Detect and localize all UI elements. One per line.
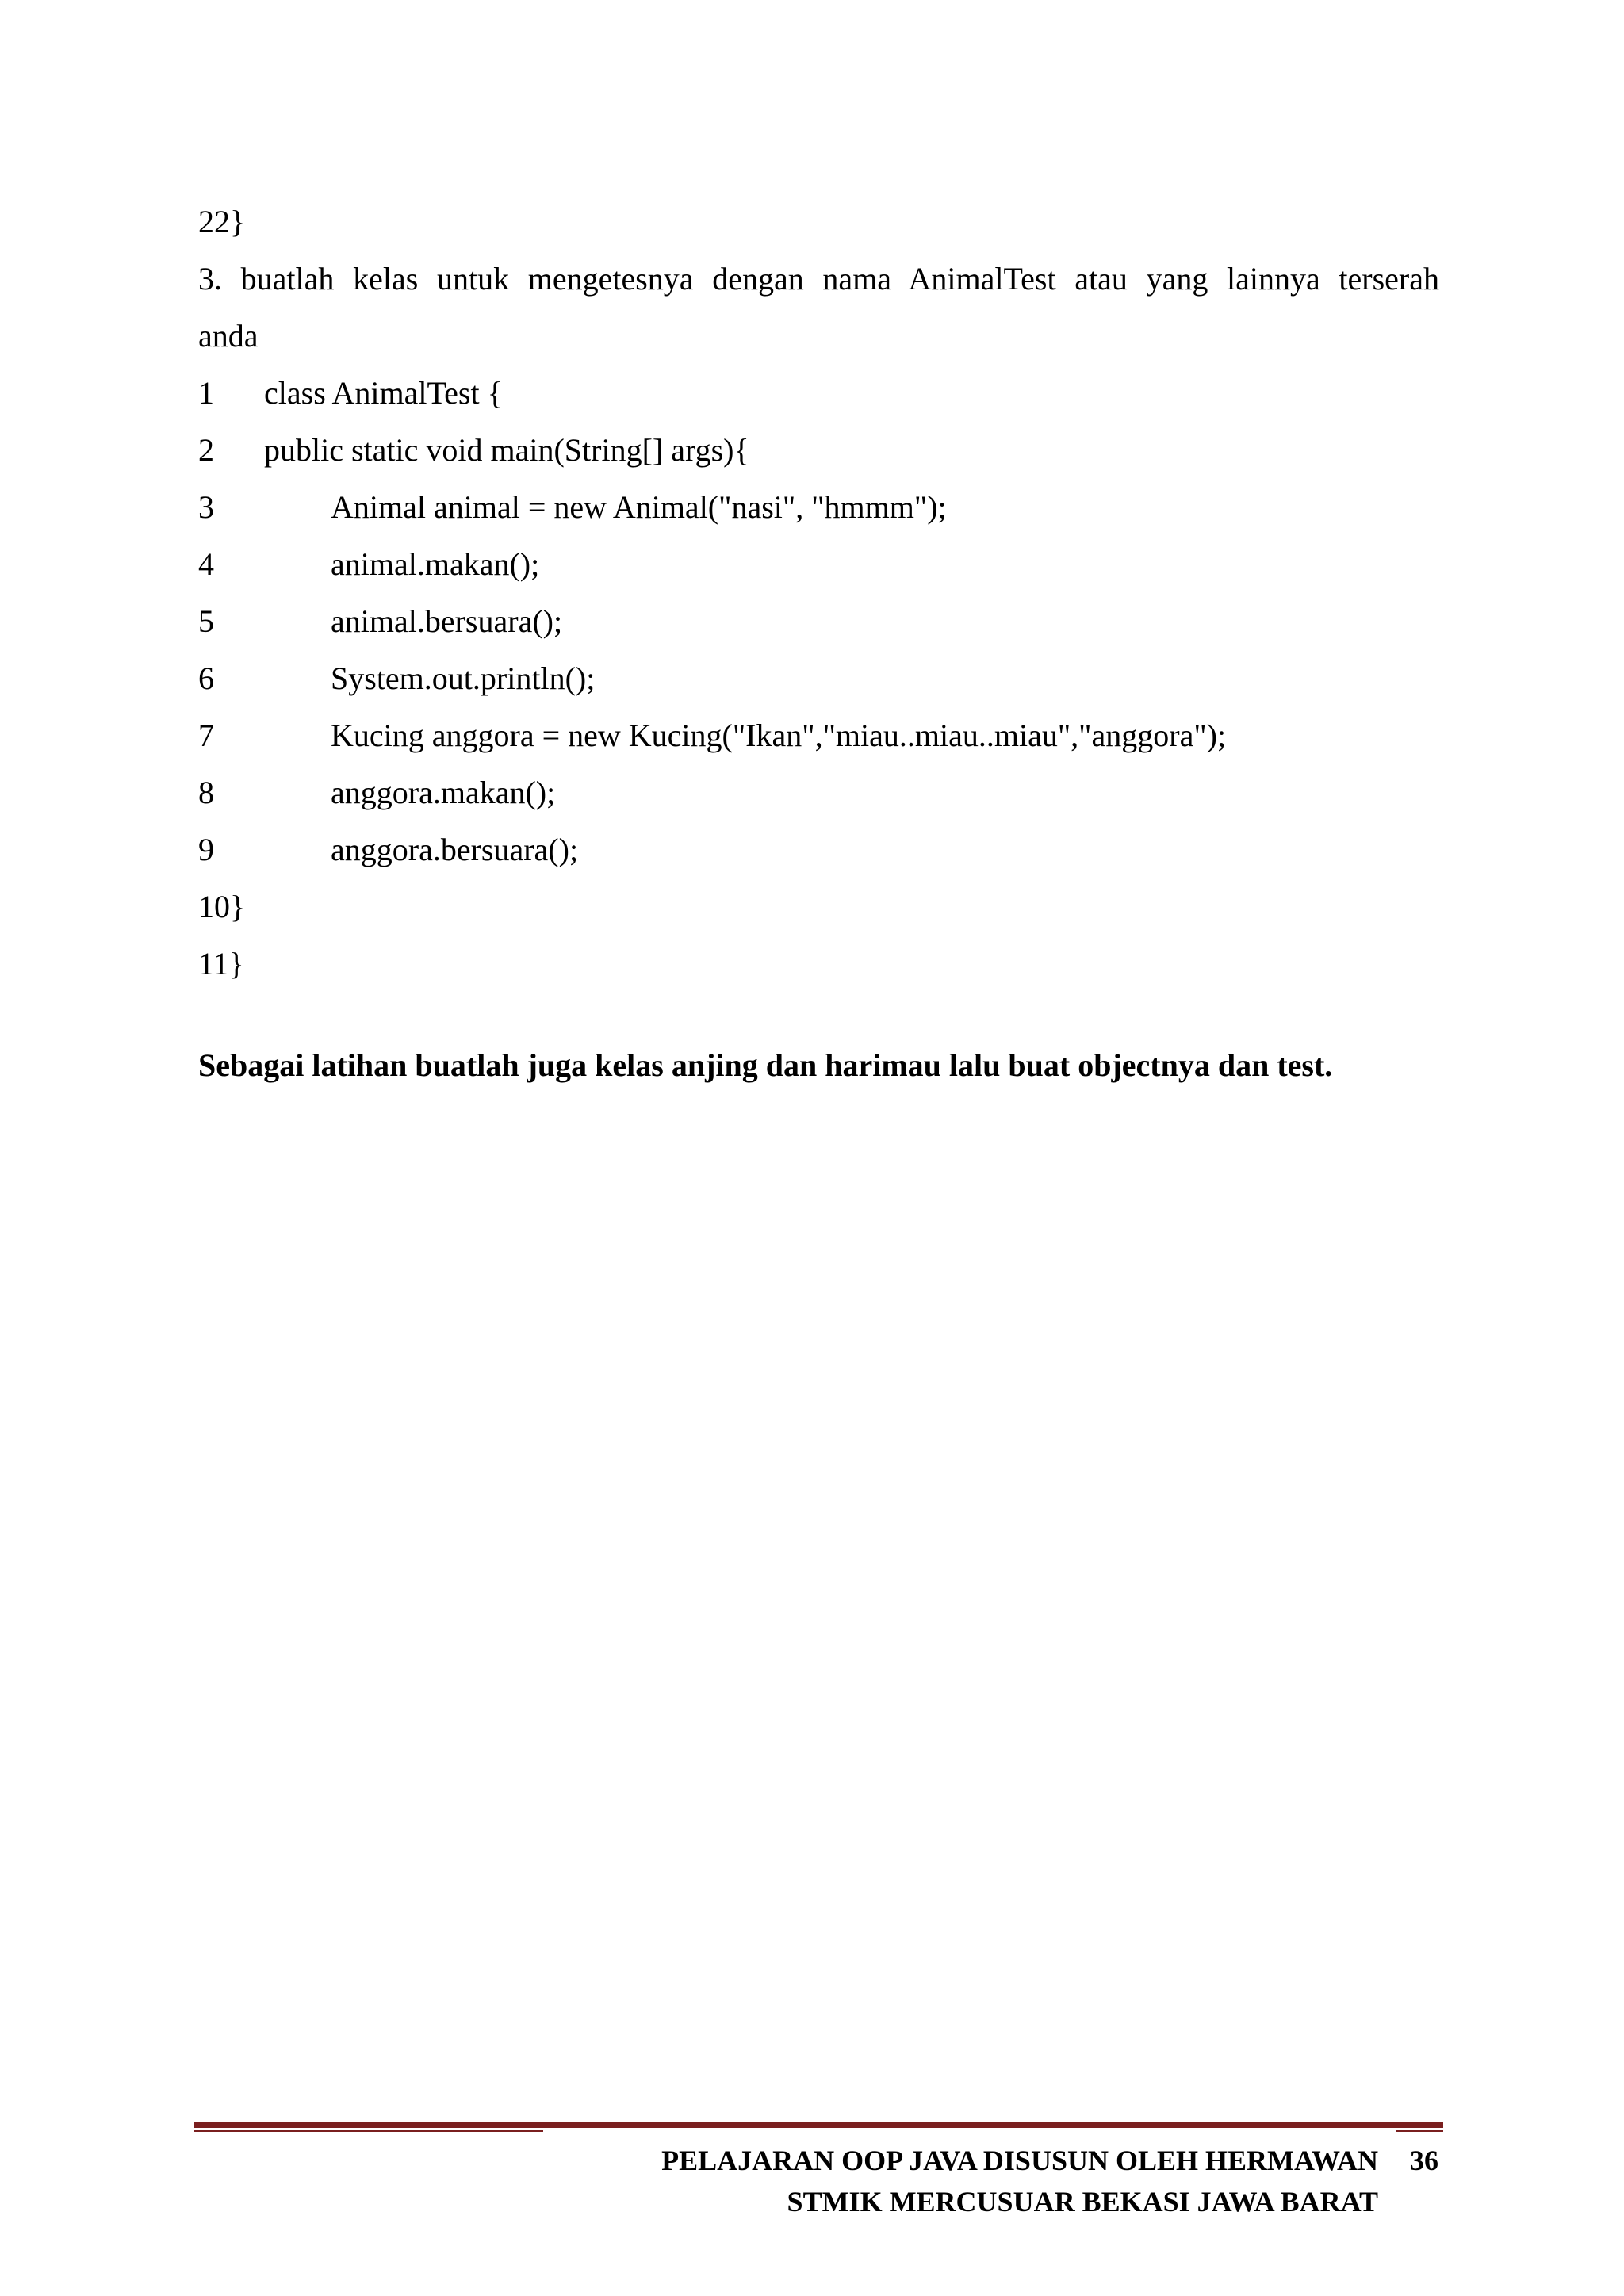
line-number: 5 xyxy=(198,603,214,639)
line-number: 8 xyxy=(198,775,214,810)
closing-brace-line: 22} xyxy=(198,204,246,239)
line-number: 3 xyxy=(198,489,214,525)
code-text: animal.bersuara(); xyxy=(331,603,563,639)
line-number: 9 xyxy=(198,832,214,867)
code-line xyxy=(198,650,596,707)
footer-rule-thin-right xyxy=(1396,2130,1443,2132)
exercise-note: Sebagai latihan buatlah juga kelas anjing dan harimau lalu buat objectnya dan test. xyxy=(198,1047,1333,1083)
code-line xyxy=(198,764,556,821)
line-number: 4 xyxy=(198,546,214,582)
code-text: anggora.bersuara(); xyxy=(331,832,579,867)
code-text: animal.makan(); xyxy=(331,546,540,582)
footer-rule xyxy=(194,2122,1443,2133)
code-text: anggora.makan(); xyxy=(331,775,556,810)
code-text: System.out.println(); xyxy=(331,660,596,696)
code-line xyxy=(198,707,1227,764)
code-text: public static void main(String[] args){ xyxy=(264,432,749,468)
instruction-line-1: 3. buatlah kelas untuk mengetesnya dengan nama AnimalTest atau yang lainnya terserah xyxy=(198,261,1439,297)
footer-rule-thin-left xyxy=(194,2130,543,2132)
code-line xyxy=(198,422,749,479)
code-text: Animal animal = new Animal("nasi", "hmmm"); xyxy=(331,489,947,525)
line-number: 7 xyxy=(198,718,214,753)
code-line xyxy=(198,821,579,878)
code-line xyxy=(198,593,563,650)
line-number: 6 xyxy=(198,660,214,696)
footer-title: PELAJARAN OOP JAVA DISUSUN OLEH HERMAWAN xyxy=(661,2145,1378,2176)
line-number: 2 xyxy=(198,432,214,468)
line-number: 1 xyxy=(198,375,214,411)
line-number: 11} xyxy=(198,946,244,982)
instruction-line-2: anda xyxy=(198,318,259,354)
code-line xyxy=(198,936,244,993)
code-line xyxy=(198,365,503,422)
footer-institution: STMIK MERCUSUAR BEKASI JAWA BARAT xyxy=(787,2186,1378,2218)
code-text: class AnimalTest { xyxy=(264,375,503,411)
code-text: Kucing anggora = new Kucing("Ikan","miau..miau..miau","anggora"); xyxy=(331,718,1227,753)
page-number: 36 xyxy=(1410,2145,1438,2176)
footer-rule-thick xyxy=(194,2122,1443,2128)
line-number: 10} xyxy=(198,889,246,924)
code-line xyxy=(198,878,246,936)
code-line xyxy=(198,479,947,536)
code-line xyxy=(198,536,540,593)
